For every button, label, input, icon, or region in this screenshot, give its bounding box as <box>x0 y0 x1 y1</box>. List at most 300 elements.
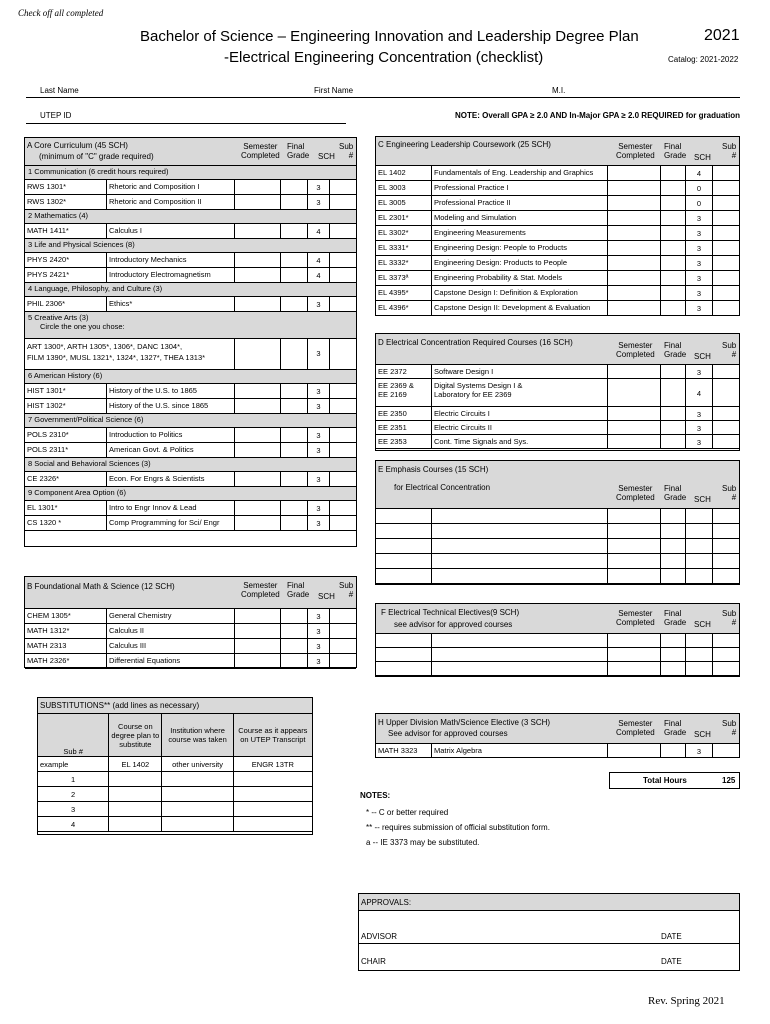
col-sub: Sub # <box>339 581 354 599</box>
semester-completed-cell[interactable] <box>235 399 281 414</box>
sch-cell: 3 <box>686 744 713 758</box>
section-c <box>375 136 740 316</box>
course-row <box>25 501 356 516</box>
section-e-header <box>376 461 739 509</box>
section-h <box>375 713 740 758</box>
col-sub: Sub # <box>722 484 737 502</box>
final-grade-cell[interactable] <box>281 624 308 639</box>
semester-completed-cell[interactable] <box>608 301 661 316</box>
course-row <box>376 271 739 286</box>
section-a-header <box>25 138 356 166</box>
sub-cell[interactable] <box>713 286 739 301</box>
sub-cell[interactable] <box>713 379 739 407</box>
semester-completed-cell[interactable] <box>608 211 661 226</box>
sub-cell[interactable] <box>330 443 356 458</box>
sch-cell <box>686 509 713 524</box>
final-grade-cell[interactable] <box>661 271 686 286</box>
category-band <box>25 166 356 180</box>
section-h-subtitle: See advisor for approved courses <box>388 729 508 738</box>
semester-completed-cell[interactable] <box>235 624 281 639</box>
course-code <box>376 648 432 662</box>
semester-completed-cell[interactable] <box>608 226 661 241</box>
final-grade-cell[interactable] <box>281 297 308 312</box>
course-code <box>376 662 432 676</box>
course-code: PHYS 2420* <box>25 253 107 268</box>
col-semester: Semester Completed <box>616 341 655 359</box>
sub-cell[interactable] <box>713 662 739 676</box>
course-row <box>25 654 356 669</box>
semester-completed-cell[interactable] <box>608 241 661 256</box>
creative-arts-options[interactable]: ART 1300*, ARTH 1305*, 1306*, DANC 1304*, FILM 1390*, MUSL 1321*, 1324*, 1327*, THEA 1313* <box>25 339 235 370</box>
section-e-subtitle: for Electrical Concentration <box>394 483 491 492</box>
creative-arts-row <box>25 339 356 370</box>
sub-cell[interactable] <box>713 744 739 758</box>
advisor-signature-line[interactable] <box>359 943 739 944</box>
col-final: Final Grade <box>664 341 687 359</box>
final-grade-cell[interactable] <box>661 421 686 435</box>
sub-cell[interactable] <box>330 253 356 268</box>
course-row <box>376 569 739 584</box>
sch-cell: 3 <box>308 654 330 669</box>
course-title: Econ. For Engrs & Scientists <box>107 472 235 487</box>
sub-cell[interactable] <box>713 509 739 524</box>
course-row <box>376 379 739 407</box>
sub-number: 1 <box>38 772 109 787</box>
col-sub: Sub # <box>722 609 737 627</box>
course-row <box>376 181 739 196</box>
final-grade-cell[interactable] <box>661 509 686 524</box>
sch-cell <box>686 554 713 569</box>
col-sch: SCH <box>694 352 711 361</box>
semester-completed-cell[interactable] <box>235 428 281 443</box>
final-grade-cell[interactable] <box>661 301 686 316</box>
sub-cell[interactable] <box>713 226 739 241</box>
final-grade-cell[interactable] <box>661 524 686 539</box>
semester-completed-cell[interactable] <box>235 339 281 370</box>
semester-completed-cell[interactable] <box>608 539 661 554</box>
sub-cell[interactable] <box>713 539 739 554</box>
sub-cell[interactable] <box>330 224 356 239</box>
course-title: History of the U.S. to 1865 <box>107 384 235 399</box>
semester-completed-cell[interactable] <box>235 501 281 516</box>
sub-input[interactable] <box>162 787 233 802</box>
sch-cell <box>686 539 713 554</box>
sch-cell: 3 <box>308 516 330 531</box>
final-grade-cell[interactable] <box>281 180 308 195</box>
course-code: CE 2326* <box>25 472 107 487</box>
course-code: EL 3003 <box>376 181 432 196</box>
sch-cell: 3 <box>308 297 330 312</box>
course-code: RWS 1301* <box>25 180 107 195</box>
semester-completed-cell[interactable] <box>608 256 661 271</box>
sub-cell[interactable] <box>330 180 356 195</box>
sub-input[interactable] <box>233 802 312 817</box>
course-code: EL 3373ª <box>376 271 432 286</box>
col-sch: SCH <box>694 153 711 162</box>
note-line: * -- C or better required <box>366 808 449 817</box>
category-label: 5 Creative Arts (3) <box>28 313 89 322</box>
semester-completed-cell[interactable] <box>608 662 661 676</box>
course-row <box>376 539 739 554</box>
course-row <box>25 428 356 443</box>
sub-cell[interactable] <box>330 501 356 516</box>
sch-cell: 3 <box>686 286 713 301</box>
semester-completed-cell[interactable] <box>608 648 661 662</box>
sch-cell <box>686 648 713 662</box>
final-grade-cell[interactable] <box>661 554 686 569</box>
sub-cell[interactable] <box>330 472 356 487</box>
col-sub: Sub # <box>722 341 737 359</box>
sub-input[interactable] <box>233 787 312 802</box>
final-grade-cell[interactable] <box>661 539 686 554</box>
course-title: Calculus II <box>107 624 235 639</box>
course-title: Digital Systems Design I & Laboratory for EE 2369 <box>432 379 608 407</box>
sub-cell[interactable] <box>713 554 739 569</box>
semester-completed-cell[interactable] <box>608 271 661 286</box>
semester-completed-cell[interactable] <box>235 443 281 458</box>
semester-completed-cell[interactable] <box>235 472 281 487</box>
col-sch: SCH <box>694 730 711 739</box>
course-title: Engineering Measurements <box>432 226 608 241</box>
semester-completed-cell[interactable] <box>608 365 661 379</box>
sch-cell: 4 <box>686 166 713 181</box>
course-code: MATH 2326* <box>25 654 107 669</box>
sub-cell[interactable] <box>330 639 356 654</box>
final-grade-cell[interactable] <box>281 472 308 487</box>
final-grade-cell[interactable] <box>281 501 308 516</box>
section-f-header <box>376 604 739 634</box>
course-row <box>376 286 739 301</box>
sub-cell[interactable] <box>330 516 356 531</box>
col-final: Final Grade <box>287 581 310 599</box>
sub-cell[interactable] <box>713 271 739 286</box>
category-band <box>25 370 356 384</box>
final-grade-cell[interactable] <box>661 181 686 196</box>
sub-cell[interactable] <box>330 428 356 443</box>
sch-cell: 3 <box>686 241 713 256</box>
final-grade-cell[interactable] <box>661 379 686 407</box>
course-row <box>376 435 739 449</box>
final-grade-cell[interactable] <box>661 166 686 181</box>
final-grade-cell[interactable] <box>281 384 308 399</box>
sch-cell: 3 <box>686 256 713 271</box>
course-title <box>432 509 608 524</box>
mi-label: M.I. <box>552 86 566 95</box>
course-title: Professional Practice I <box>432 181 608 196</box>
sub-cell[interactable] <box>713 407 739 421</box>
semester-completed-cell[interactable] <box>235 180 281 195</box>
course-code: HIST 1301* <box>25 384 107 399</box>
course-code: CHEM 1305* <box>25 609 107 624</box>
course-code: PHYS 2421* <box>25 268 107 283</box>
final-grade-cell[interactable] <box>281 399 308 414</box>
final-grade-cell[interactable] <box>281 443 308 458</box>
sub-input[interactable] <box>233 817 312 832</box>
note-line: a -- IE 3373 may be substituted. <box>366 838 480 847</box>
course-code <box>376 554 432 569</box>
course-title <box>432 524 608 539</box>
semester-completed-cell[interactable] <box>608 166 661 181</box>
sub-cell[interactable] <box>713 634 739 648</box>
semester-completed-cell[interactable] <box>608 435 661 449</box>
sub-cell[interactable] <box>330 268 356 283</box>
final-grade-cell[interactable] <box>281 516 308 531</box>
sub-cell[interactable] <box>713 569 739 584</box>
col-semester: Semester Completed <box>241 581 280 599</box>
sch-cell: 0 <box>686 181 713 196</box>
final-grade-cell[interactable] <box>281 268 308 283</box>
sub-cell[interactable] <box>330 384 356 399</box>
course-code: EL 4396* <box>376 301 432 316</box>
approvals-title: APPROVALS: <box>361 898 412 907</box>
sub-input[interactable] <box>109 802 162 817</box>
sub-example-cell: example <box>38 757 109 772</box>
year: 2021 <box>704 27 740 44</box>
sch-cell: 3 <box>308 339 330 370</box>
semester-completed-cell[interactable] <box>608 286 661 301</box>
course-row <box>25 399 356 414</box>
sub-cell[interactable] <box>713 435 739 449</box>
course-row <box>376 421 739 435</box>
category-label: 2 Mathematics (4) <box>28 211 89 220</box>
col-final: Final Grade <box>664 609 687 627</box>
col-semester: Semester Completed <box>616 142 655 160</box>
utep-id-label: UTEP ID <box>40 111 72 120</box>
course-row <box>376 196 739 211</box>
sub-cell[interactable] <box>713 256 739 271</box>
course-code <box>376 539 432 554</box>
course-row <box>25 268 356 283</box>
semester-completed-cell[interactable] <box>235 609 281 624</box>
sub-cell[interactable] <box>713 211 739 226</box>
final-grade-cell[interactable] <box>661 196 686 211</box>
final-grade-cell[interactable] <box>661 241 686 256</box>
final-grade-cell[interactable] <box>661 211 686 226</box>
course-code: EL 3302* <box>376 226 432 241</box>
col-sch: SCH <box>694 620 711 629</box>
section-a-title: A Core Curriculum (45 SCH) <box>27 141 128 150</box>
course-code: MATH 1312* <box>25 624 107 639</box>
final-grade-cell[interactable] <box>661 226 686 241</box>
sub-input[interactable] <box>233 772 312 787</box>
semester-completed-cell[interactable] <box>235 639 281 654</box>
sub-cell[interactable] <box>713 196 739 211</box>
course-row <box>25 195 356 210</box>
section-e-title: E Emphasis Courses (15 SCH) <box>378 465 489 474</box>
sch-cell: 3 <box>308 195 330 210</box>
advisor-label: ADVISOR <box>361 932 398 941</box>
total-hours-label: Total Hours <box>643 776 687 785</box>
semester-completed-cell[interactable] <box>235 297 281 312</box>
sub-cell[interactable] <box>330 195 356 210</box>
course-title: Intro to Engr Innov & Lead <box>107 501 235 516</box>
col-final: Final Grade <box>287 142 310 160</box>
section-a <box>24 137 357 547</box>
category-label: 9 Component Area Option (6) <box>28 488 126 497</box>
sub-input[interactable] <box>162 817 233 832</box>
course-row <box>25 224 356 239</box>
semester-completed-cell[interactable] <box>608 407 661 421</box>
final-grade-cell[interactable] <box>661 744 686 758</box>
sch-cell: 3 <box>686 365 713 379</box>
course-row <box>376 554 739 569</box>
section-h-header <box>376 714 739 744</box>
course-title: Introductory Mechanics <box>107 253 235 268</box>
substitutions <box>37 697 313 835</box>
semester-completed-cell[interactable] <box>608 569 661 584</box>
course-row <box>376 365 739 379</box>
sub-input[interactable] <box>162 772 233 787</box>
semester-completed-cell[interactable] <box>235 654 281 669</box>
sub-cell[interactable] <box>713 524 739 539</box>
approvals <box>358 893 740 971</box>
final-grade-cell[interactable] <box>661 648 686 662</box>
final-grade-cell[interactable] <box>281 339 308 370</box>
course-code <box>376 524 432 539</box>
final-grade-cell[interactable] <box>661 407 686 421</box>
sub-input[interactable] <box>162 802 233 817</box>
course-title: Software Design I <box>432 365 608 379</box>
semester-completed-cell[interactable] <box>235 253 281 268</box>
course-row <box>25 443 356 458</box>
col-final: Final Grade <box>664 719 687 737</box>
col-sch: SCH <box>694 495 711 504</box>
gpa-note: NOTE: Overall GPA ≥ 2.0 AND In-Major GPA ≥ 2.0 REQUIRED for graduation <box>455 111 740 120</box>
sch-cell: 3 <box>308 609 330 624</box>
sub-cell[interactable] <box>330 399 356 414</box>
section-f-title: F Electrical Technical Electives(9 SCH) <box>381 608 520 617</box>
semester-completed-cell[interactable] <box>235 384 281 399</box>
course-code: POLS 2310* <box>25 428 107 443</box>
category-label: 3 Life and Physical Sciences (8) <box>28 240 135 249</box>
sub-cell[interactable] <box>330 654 356 669</box>
semester-completed-cell[interactable] <box>235 195 281 210</box>
course-title: History of the U.S. since 1865 <box>107 399 235 414</box>
semester-completed-cell[interactable] <box>608 181 661 196</box>
col-final: Final Grade <box>664 484 687 502</box>
sub-cell[interactable] <box>713 421 739 435</box>
course-title: Calculus I <box>107 224 235 239</box>
substitutions-title: SUBSTITUTIONS** (add lines as necessary) <box>40 701 200 710</box>
course-code: EL 1402 <box>376 166 432 181</box>
col-sch: SCH <box>318 592 335 601</box>
chair-date-label: DATE <box>661 957 682 966</box>
sub-cell[interactable] <box>330 624 356 639</box>
course-title: Introduction to Politics <box>107 428 235 443</box>
course-code: MATH 1411* <box>25 224 107 239</box>
sub-input[interactable] <box>109 817 162 832</box>
course-title <box>432 662 608 676</box>
course-code <box>376 569 432 584</box>
course-title: Capstone Design II: Development & Evaluation <box>432 301 608 316</box>
semester-completed-cell[interactable] <box>235 224 281 239</box>
final-grade-cell[interactable] <box>661 569 686 584</box>
final-grade-cell[interactable] <box>281 224 308 239</box>
col-sub: Sub # <box>722 719 737 737</box>
course-row <box>376 226 739 241</box>
category-band <box>25 239 356 253</box>
semester-completed-cell[interactable] <box>608 554 661 569</box>
final-grade-cell[interactable] <box>661 286 686 301</box>
semester-completed-cell[interactable] <box>608 421 661 435</box>
final-grade-cell[interactable] <box>281 609 308 624</box>
sub-col-header: Course as it appears on UTEP Transcript <box>233 714 312 757</box>
semester-completed-cell[interactable] <box>235 516 281 531</box>
sch-cell: 3 <box>686 301 713 316</box>
sub-cell[interactable] <box>713 365 739 379</box>
course-code: PHIL 2306* <box>25 297 107 312</box>
final-grade-cell[interactable] <box>661 256 686 271</box>
final-grade-cell[interactable] <box>281 639 308 654</box>
col-semester: Semester Completed <box>616 719 655 737</box>
course-code: EE 2369 & EE 2169 <box>376 379 432 407</box>
final-grade-cell[interactable] <box>281 195 308 210</box>
final-grade-cell[interactable] <box>661 365 686 379</box>
category-label: 8 Social and Behavioral Sciences (3) <box>28 459 151 468</box>
advisor-date-label: DATE <box>661 932 682 941</box>
section-h-title: H Upper Division Math/Science Elective (3 SCH) <box>378 718 551 727</box>
final-grade-cell[interactable] <box>661 634 686 648</box>
semester-completed-cell[interactable] <box>608 196 661 211</box>
semester-completed-cell[interactable] <box>608 379 661 407</box>
sub-cell[interactable] <box>713 241 739 256</box>
semester-completed-cell[interactable] <box>235 268 281 283</box>
final-grade-cell[interactable] <box>281 428 308 443</box>
sub-input[interactable] <box>109 772 162 787</box>
category-label: 6 American History (6) <box>28 371 103 380</box>
sch-cell <box>686 634 713 648</box>
course-code: EL 3332* <box>376 256 432 271</box>
final-grade-cell[interactable] <box>281 253 308 268</box>
sub-cell[interactable] <box>713 301 739 316</box>
final-grade-cell[interactable] <box>661 662 686 676</box>
semester-completed-cell[interactable] <box>608 524 661 539</box>
total-hours-value: 125 <box>722 776 736 785</box>
course-title: Calculus III <box>107 639 235 654</box>
course-row <box>25 516 356 531</box>
category-band <box>25 283 356 297</box>
sub-cell[interactable] <box>713 648 739 662</box>
utep-id-line <box>26 123 346 124</box>
sch-cell: 3 <box>308 472 330 487</box>
course-code <box>376 634 432 648</box>
semester-completed-cell[interactable] <box>608 634 661 648</box>
sub-cell[interactable] <box>713 166 739 181</box>
sub-col-header: Institution where course was taken <box>162 714 233 757</box>
category-label: 4 Language, Philosophy, and Culture (3) <box>28 284 163 293</box>
semester-completed-cell[interactable] <box>608 744 661 758</box>
course-code: EE 2353 <box>376 435 432 449</box>
sub-input[interactable] <box>109 787 162 802</box>
semester-completed-cell[interactable] <box>608 509 661 524</box>
sch-cell: 3 <box>308 384 330 399</box>
sub-cell[interactable] <box>330 297 356 312</box>
sch-cell: 3 <box>686 407 713 421</box>
final-grade-cell[interactable] <box>281 654 308 669</box>
course-code: EL 3331* <box>376 241 432 256</box>
sch-cell: 3 <box>308 180 330 195</box>
category-band <box>25 458 356 472</box>
sub-cell[interactable] <box>330 339 356 370</box>
sub-col-header: Sub # <box>38 714 109 757</box>
course-code: EL 3005 <box>376 196 432 211</box>
final-grade-cell[interactable] <box>661 435 686 449</box>
catalog: Catalog: 2021-2022 <box>668 55 739 64</box>
course-row <box>376 634 739 648</box>
sub-cell[interactable] <box>330 609 356 624</box>
sub-number: 3 <box>38 802 109 817</box>
sub-cell[interactable] <box>713 181 739 196</box>
